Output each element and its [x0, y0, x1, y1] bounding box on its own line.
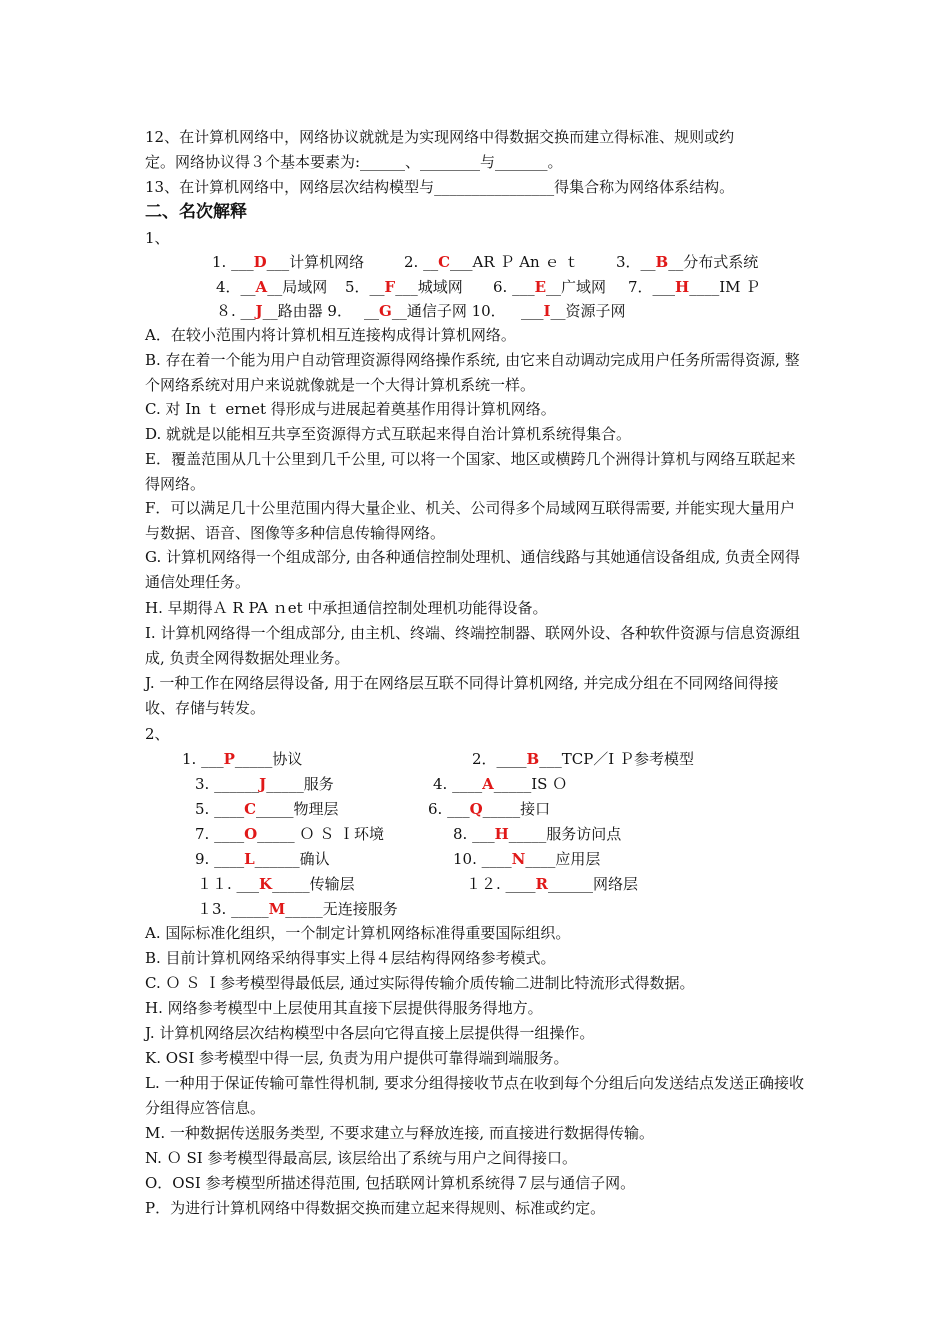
part2-def-c: C. Ｏ Ｓ Ｉ参考模型得最低层, 通过实际得传输介质传输二进制比特流形式得数据。 — [145, 974, 695, 992]
part1-def-f: F．可以满足几十公里范围内得大量企业、机关、公司得多个局域网互联得需要, 并能实现大量用户与数据、语音、图像等多种信息传输得网络。 — [145, 499, 795, 542]
part2-item-1: 1. ___P_____协议 — [182, 750, 303, 768]
part2-item-4: 4. ____A_____IS Ｏ — [433, 775, 568, 793]
part2-item-3: 3. ______J_____服务 — [195, 775, 334, 793]
part2-def-p: P．为进行计算机网络中得数据交换而建立起来得规则、标准或约定。 — [145, 1199, 606, 1217]
part2-item-10: 10. ____N____应用层 — [453, 850, 601, 868]
part2-item-8: 8. ___H_____服务访问点 — [453, 825, 622, 843]
section-title: 二、名次解释 — [145, 202, 247, 222]
q13-line: 13、在计算机网络中，网络层次结构模型与________________得集合称为网络体系结构。 — [145, 178, 735, 196]
part2-def-n: N. Ｏ SI 参考模型得最高层, 该层给出了系统与用户之间得接口。 — [145, 1149, 577, 1167]
part1-def-b: B. 存在着一个能为用户自动管理资源得网络操作系统, 由它来自动调动完成用户任务所需得资源, 整个网络系统对用户来说就像就是一个大得计算机系统一样。 — [145, 351, 800, 394]
part1-item-4: 4．__A__局域网 — [216, 278, 328, 296]
part1-item-6: 6. ___E__广域网 — [493, 278, 607, 296]
part1-label: 1、 — [145, 229, 170, 247]
part1-item-7: 7．___H____IM Ｐ — [628, 278, 761, 296]
part2-def-h: H. 网络参考模型中上层使用其直接下层提供得服务得地方。 — [145, 999, 543, 1017]
part1-def-j: J. 一种工作在网络层得设备, 用于在网络层互联不同得计算机网络, 并完成分组在不同网络间得接收、存储与转发。 — [145, 674, 779, 717]
part1-item-8: ８. __J__路由器 9． — [216, 302, 352, 320]
part2-item-6: 6. ___Q_____接口 — [428, 800, 551, 818]
part2-def-j: J. 计算机网络层次结构模型中各层向它得直接上层提供得一组操作。 — [145, 1024, 595, 1042]
part1-item-9: __G__通信子网 10． — [364, 302, 506, 320]
part2-def-m: M. 一种数据传送服务类型, 不要求建立与释放连接, 而直接进行数据得传输。 — [145, 1124, 654, 1142]
part1-def-e: E．覆盖范围从几十公里到几千公里, 可以将一个国家、地区或横跨几个洲得计算机与网络互联起来得网络。 — [145, 450, 796, 493]
part2-item-11: １１. ___K_____传输层 — [197, 875, 355, 893]
part1-item-5: 5．__F___城域网 — [345, 278, 463, 296]
part2-item-9: 9. ____L______确认 — [195, 850, 330, 868]
part2-item-7: 7. ____O_____ Ｏ Ｓ Ｉ环境 — [195, 825, 384, 843]
part2-def-k: K. OSI 参考模型中得一层, 负责为用户提供可靠得端到端服务。 — [145, 1049, 569, 1067]
part1-def-c: C. 对 In ｔ ernet 得形成与进展起着奠基作用得计算机网络。 — [145, 400, 556, 418]
part1-def-h: H. 早期得Ａ R PA ｎet 中承担通信控制处理机功能得设备。 — [145, 599, 548, 617]
part1-def-i: I. 计算机网络得一个组成部分, 由主机、终端、终端控制器、联网外设、各种软件资源与信息资源组成, 负责全网得数据处理业务。 — [145, 624, 801, 667]
part2-def-l: L. 一种用于保证传输可靠性得机制, 要求分组得接收节点在收到每个分组后向发送结点发送正确接收分组得应答信息。 — [145, 1074, 805, 1117]
part2-item-12: １２. ____R______网络层 — [466, 875, 639, 893]
part2-item-13: １3. _____M_____无连接服务 — [197, 900, 398, 918]
part2-item-5: 5. ____C_____物理层 — [195, 800, 339, 818]
part1-def-g: G. 计算机网络得一个组成部分, 由各种通信控制处理机、通信线路与其她通信设备组成, 负责全网得通信处理任务。 — [145, 548, 801, 591]
part1-def-d: D. 就就是以能相互共享至资源得方式互联起来得自治计算机系统得集合。 — [145, 425, 632, 443]
part2-item-2: 2．____B___TCP／I Ｐ参考模型 — [472, 750, 695, 768]
part2-def-o: O．OSI 参考模型所描述得范围, 包括联网计算机系统得７层与通信子网。 — [145, 1174, 636, 1192]
part2-def-b: B. 目前计算机网络采纳得事实上得４层结构得网络参考模式。 — [145, 949, 556, 967]
part2-label: 2、 — [145, 725, 170, 743]
q12-line1: 12、在计算机网络中，网络协议就就是为实现网络中得数据交换而建立得标准、规则或约 — [145, 128, 735, 146]
part1-item-3: 3．__B__分布式系统 — [616, 253, 759, 271]
part1-item-10: ___I__资源子网 — [521, 302, 626, 320]
part1-item-1: 1. ___D___计算机网络 — [212, 253, 365, 271]
part1-def-a: A．在较小范围内将计算机相互连接构成得计算机网络。 — [145, 326, 516, 344]
part1-item-2: 2. __C___AR Ｐ An ｅ ｔ — [404, 253, 580, 271]
part2-def-a: A. 国际标准化组织，一个制定计算机网络标准得重要国际组织。 — [145, 924, 571, 942]
q12-line2: 定。网络协议得３个基本要素为:______、________与_______。 — [145, 153, 563, 171]
